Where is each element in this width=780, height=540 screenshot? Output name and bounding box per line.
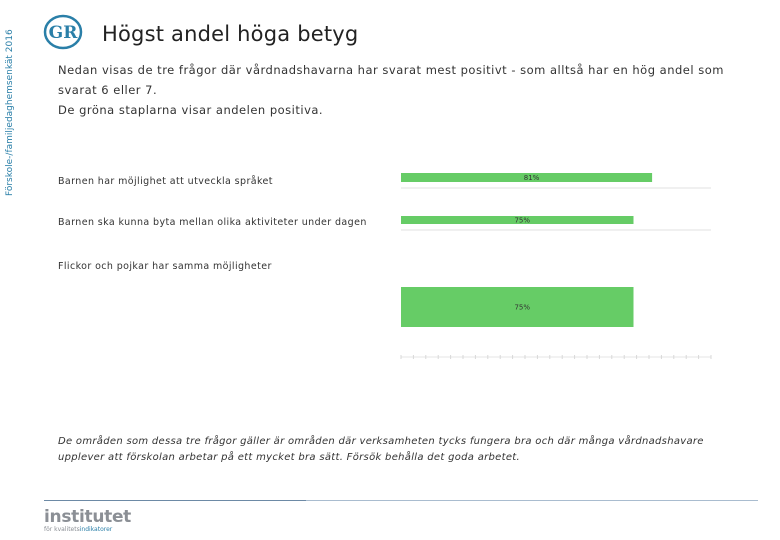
footer-line: upplever att förskolan arbetar på ett mycket bra sätt. Försök behålla det goda arbetet. (58, 452, 521, 463)
institute-logo (44, 508, 131, 534)
survey-side-label: Förskole-/familjedaghemsenkät 2016 (5, 29, 15, 196)
institute-subtitle (44, 526, 131, 534)
footer-line: De områden som dessa tre frågor gäller är områden där verksamheten tycks fungera bra och där många vårdnadshavare (58, 436, 704, 447)
page-title: Högst andel höga betyg (102, 22, 359, 46)
category-label: Flickor och pojkar har samma möjligheter (58, 261, 272, 272)
category-label: Barnen ska kunna byta mellan olika aktiviteter under dagen (58, 217, 367, 228)
data-label: 75% (514, 303, 531, 312)
category-label: Barnen har möjlighet att utveckla språket (58, 176, 273, 187)
data-label: 75% (514, 216, 531, 225)
footer-text (58, 434, 738, 466)
footer-divider-accent (44, 500, 306, 501)
data-label: 81% (523, 174, 540, 182)
gr-logo-text: GR (48, 23, 78, 43)
institute-sub-prefix: för kvalitets (44, 526, 80, 533)
intro-line: De gröna staplarna visar andelen positiva. (58, 103, 324, 117)
intro-line: svarat 6 eller 7. (58, 83, 158, 97)
institute-name: institutet (44, 507, 132, 527)
intro-line: Nedan visas de tre frågor där vårdnadshavarna har svarat mest positivt - som alltså har en hög andel som (58, 63, 724, 77)
institute-sub-highlight: indikatorer (79, 526, 113, 533)
